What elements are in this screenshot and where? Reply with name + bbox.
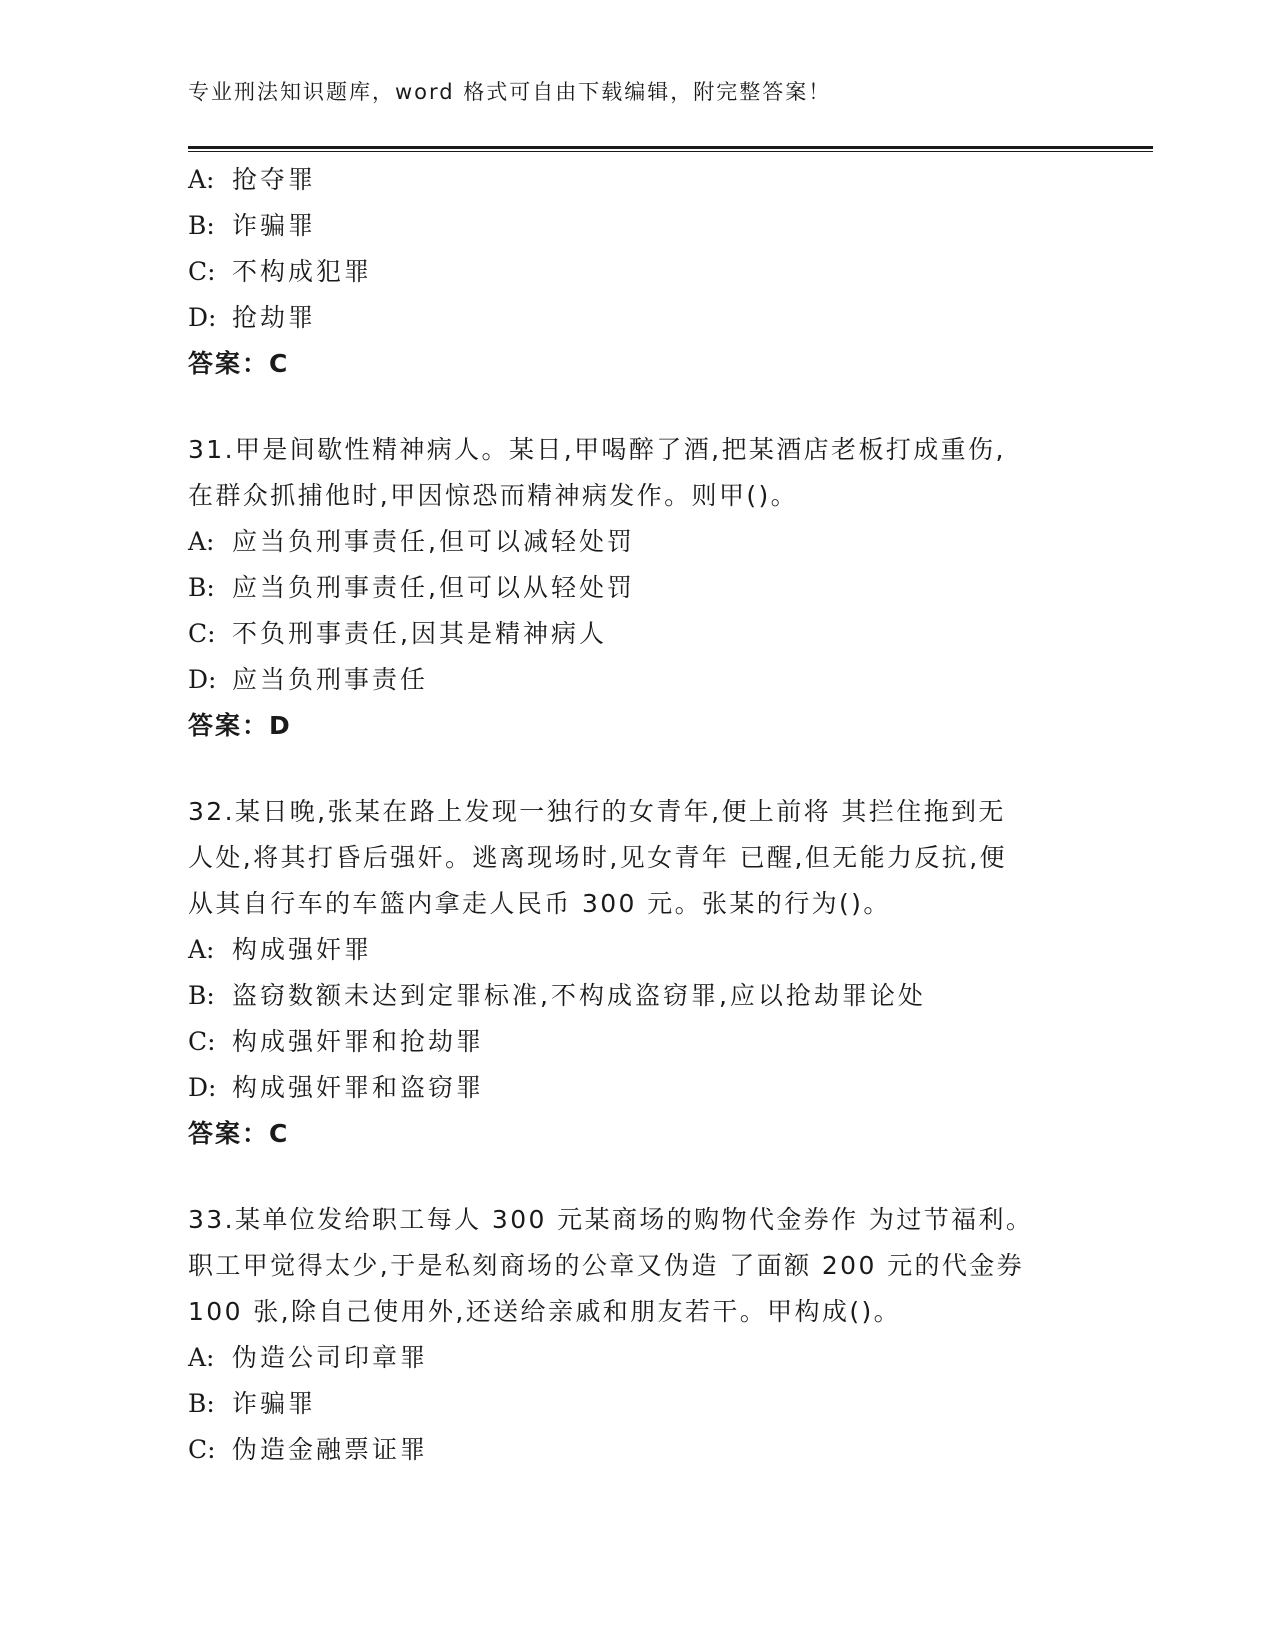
question-32 xyxy=(188,789,1153,1157)
option-c: C: 伪造金融票证罪 xyxy=(188,1435,429,1464)
answer: 答案：C xyxy=(188,349,290,378)
answer: 答案：D xyxy=(188,711,292,740)
page-header: 专业刑法知识题库，word 格式可自由下载编辑，附完整答案！ xyxy=(188,80,832,104)
option-a: A: 伪造公司印章罪 xyxy=(188,1343,429,1372)
question-33 xyxy=(188,1197,1153,1473)
option-b: B: 盗窃数额未达到定罪标准,不构成盗窃罪,应以抢劫罪论处 xyxy=(188,981,926,1010)
option-b: B: 应当负刑事责任,但可以从轻处罚 xyxy=(188,573,635,602)
question-stem: 32.某日晚,张某在路上发现一独行的女青年,便上前将 其拦住拖到无 人处,将其打昏后强奸。逃离现场时,见女青年 已醒,但无能力反抗,便 从其自行车的车篮内拿走人民币 300 元。张某的行为()。 xyxy=(188,797,1007,918)
option-a: A: 抢夺罪 xyxy=(188,165,317,194)
header-rule-thick xyxy=(188,146,1153,149)
question-31 xyxy=(188,427,1153,749)
option-a: A: 应当负刑事责任,但可以减轻处罚 xyxy=(188,527,635,556)
option-d: D: 抢劫罪 xyxy=(188,303,317,332)
option-d: D: 应当负刑事责任 xyxy=(188,665,429,694)
option-c: C: 不负刑事责任,因其是精神病人 xyxy=(188,619,607,648)
option-c: C: 不构成犯罪 xyxy=(188,257,373,286)
question-content xyxy=(188,157,1153,1473)
option-b: B: 诈骗罪 xyxy=(188,211,317,240)
option-c: C: 构成强奸罪和抢劫罪 xyxy=(188,1027,485,1056)
option-a: A: 构成强奸罪 xyxy=(188,935,373,964)
header-rule-thin xyxy=(188,151,1153,152)
question-stem: 31.甲是间歇性精神病人。某日,甲喝醉了酒,把某酒店老板打成重伤, 在群众抓捕他时,甲因惊恐而精神病发作。则甲()。 xyxy=(188,435,1006,510)
option-d: D: 构成强奸罪和盗窃罪 xyxy=(188,1073,485,1102)
answer: 答案：C xyxy=(188,1119,290,1148)
option-b: B: 诈骗罪 xyxy=(188,1389,317,1418)
question-stem: 33.某单位发给职工每人 300 元某商场的购物代金券作 为过节福利。 职工甲觉得太少,于是私刻商场的公章又伪造 了面额 200 元的代金券 100 张,除自己使用外,还送给亲戚和朋友若干。甲构成()。 xyxy=(188,1205,1034,1326)
question-30-continued xyxy=(188,157,1153,387)
